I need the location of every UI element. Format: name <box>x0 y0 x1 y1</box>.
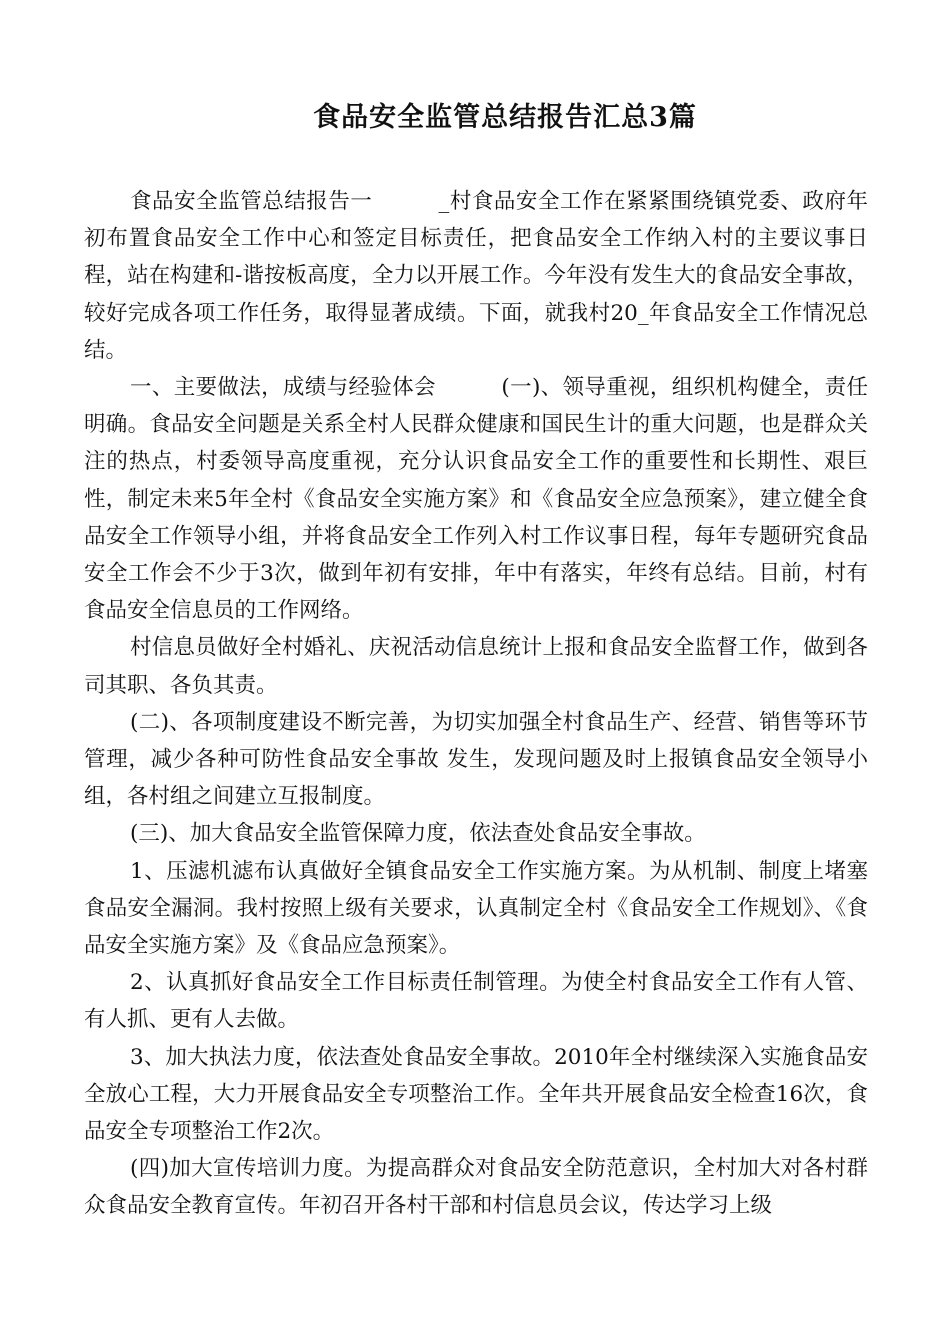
paragraph-item-1: 1、压滤机滤布认真做好全镇食品安全工作实施方案。为从机制、制度上堵塞食品安全漏洞。我村按照上级有关要求，认真制定全村《食品安全工作规划》、《食品安全实施方案》及《食品应急预案》。 <box>84 858 868 959</box>
paragraph-section-four: (四)加大宣传培训力度。为提高群众对食品安全防范意识，全村加大对各村群众食品安全教育宣传。年初召开各村干部和村信息员会议，传达学习上级 <box>84 1156 868 1219</box>
paragraph-section-three: (三)、加大食品安全监管保障力度，依法查处食品安全事故。 <box>130 821 706 847</box>
document-title: 食品安全监管总结报告汇总3篇 <box>313 102 697 133</box>
paragraph-item-3: 3、加大执法力度，依法查处食品安全事故。2010年全村继续深入实施食品安全放心工程，大力开展食品安全专项整治工作。全年共开展食品安全检查16次，食品安全专项整治工作2次。 <box>84 1044 868 1145</box>
paragraph-info-officer: 村信息员做好全村婚礼、庆祝活动信息统计上报和食品安全监督工作，做到各司其职、各负其责。 <box>84 635 868 698</box>
paragraph-item-2: 2、认真抓好食品安全工作目标责任制管理。为使全村食品安全工作有人管、有人抓、更有人去做。 <box>84 970 868 1033</box>
paragraph-section-one: 一、主要做法，成绩与经验体会 (一)、领导重视，组织机构健全，责任明确。食品安全问题是关系全村人民群众健康和国民生计的重大问题，也是群众关注的热点，村委领导高度重视，充分认识食品安全工作的重要性和长期性、艰巨性，制定未来5年全村《食品安全实施方案》和《食品安全应急预案》，建立健全食品安全工作领导小组，并将食品安全工作列入村工作议事日程，每年专题研究食品安全工作会不少于3次，做到年初有安排，年中有落实，年终有总结。目前，村有食品安全信息员的工作网络。 <box>84 375 868 624</box>
paragraph-intro: 食品安全监管总结报告一 _村食品安全工作在紧紧围绕镇党委、政府年初布置食品安全工作中心和签定目标责任，把食品安全工作纳入村的主要议事日程，站在构建和-谐按板高度，全力以开展工作。今年没有发生大的食品安全事故，较好完成各项工作任务，取得显著成绩。下面，就我村20_年食品安全工作情况总结。 <box>84 189 868 363</box>
paragraph-section-two: (二)、各项制度建设不断完善，为切实加强全村食品生产、经营、销售等环节管理，减少各种可防性食品安全事故 发生，发现问题及时上报镇食品安全领导小组，各村组之间建立互报制度。 <box>84 709 868 810</box>
document-body <box>84 183 868 1225</box>
